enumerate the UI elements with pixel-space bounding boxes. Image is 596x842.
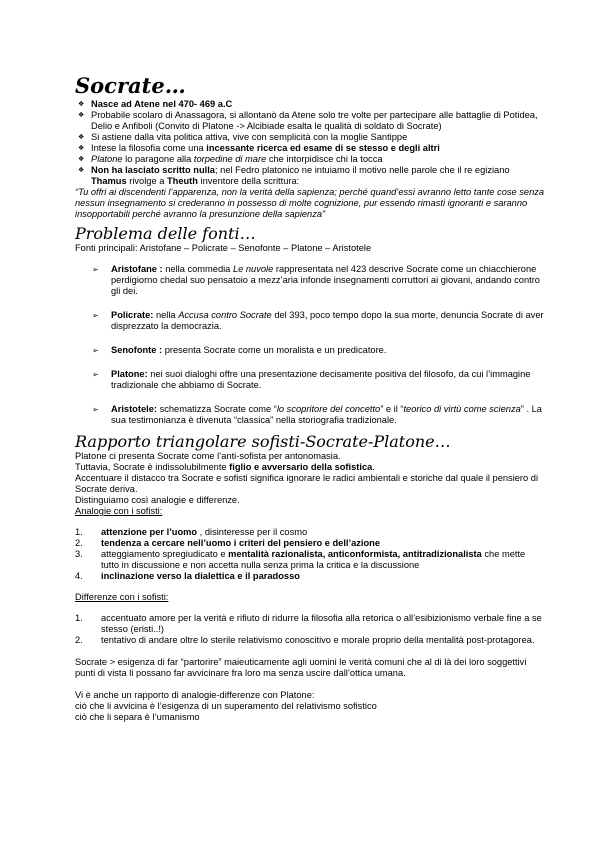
source-item (75, 345, 545, 356)
list-item-text: Intese la filosofia come una (91, 143, 207, 153)
section-title-fonti: Problema delle fonti… (75, 224, 256, 243)
list-number: 3. (75, 549, 83, 559)
analogie-heading: Analogie con i sofisti: (75, 506, 163, 516)
list-item (75, 613, 545, 635)
list-item-bold: incessante ricerca ed esame di se stesso e degli altri (206, 143, 440, 153)
list-item-text: lo paragone alla (122, 154, 194, 164)
page-title: Socrate… (75, 73, 186, 98)
source-text: nei suoi dialoghi offre una presentazione decisamente positiva del filosofo, da cui l’immagine tradizionale che abbiamo di Socrate. (111, 369, 531, 390)
source-italic: Le nuvole (232, 264, 274, 274)
list-item-text: che intorpidisce chi la tocca (266, 154, 383, 164)
source-text: schematizza Socrate come “ (156, 404, 277, 414)
list-item-text: Si astiene dalla vita politica attiva, vive con semplicità con la moglie Santippe (91, 132, 408, 142)
list-item-bold: mentalità razionalista, anticonformista, antitradizionalista (228, 549, 482, 559)
sources-list (75, 264, 545, 426)
spacer (75, 582, 545, 592)
list-number: 4. (75, 571, 83, 581)
list-item-bold: tendenza a cercare nell’uomo i criteri del pensiero e dell’azione (101, 538, 381, 548)
list-item (75, 110, 545, 132)
list-item (75, 132, 545, 143)
source-text: rappresentata nel 423 descrive Socrate come un chiacchierone perdigiorno chedal suo pensatoio a mezz’aria infonde insegnamenti corruttori ai giovani, andando contro gli dei. (111, 264, 540, 296)
list-number: 2. (75, 635, 83, 645)
analogie-list (75, 527, 545, 582)
list-item-italic: Platone (91, 154, 123, 164)
list-item-text: Probabile scolaro di Anassagora, si allontanò da Atene solo tre volte per partecipare alle battaglie di Potidea, Delio e Anfiboli (Convito di Platone -> Alcibiade esalta le qualità di soldato di Socrate) (91, 110, 538, 131)
paragraph: ciò che li separa è l’umanismo (75, 712, 200, 722)
paragraph-bold: figlio e avversario della sofistica (229, 462, 373, 472)
list-item-text: rivolge a (126, 176, 167, 186)
list-item (75, 538, 545, 549)
list-item-text: accentuato amore per la verità e rifiuto di ridurre la filosofia alla retorica o all’esibizionismo verbale fine a se stesso (eristi..!) (101, 613, 542, 634)
list-item-text: atteggiamento spregiudicato e (101, 549, 229, 559)
source-name: Policrate: (111, 310, 154, 320)
source-italic: Accusa contro Socrate (178, 310, 272, 320)
source-name: Platone: (111, 369, 148, 379)
list-number: 1. (75, 613, 83, 623)
list-item (75, 571, 545, 582)
list-item (75, 635, 545, 646)
list-item-bold: Non ha lasciato scritto nulla (91, 165, 215, 175)
list-number: 1. (75, 527, 83, 537)
paragraph: Vi è anche un rapporto di analogie-differenze con Platone: (75, 690, 315, 700)
list-item-text: tentativo di andare oltre lo sterile relativismo conoscitivo e morale proprio della mentalità post-protagorea. (101, 635, 535, 645)
paragraph-text: . (372, 462, 375, 472)
sources-intro: Fonti principali: Aristofane – Policrate – Senofonte – Platone – Aristotele (75, 243, 372, 253)
list-item (75, 549, 545, 571)
paragraph-text: Tuttavia, Socrate è indissolubilmente (75, 462, 230, 472)
source-item (75, 404, 545, 426)
list-item (75, 165, 545, 187)
source-name: Aristotele: (111, 404, 157, 414)
list-item (75, 99, 545, 110)
source-item (75, 264, 545, 297)
list-item-bold: Nasce ad Atene nel 470- 469 a.C (91, 99, 233, 109)
section-title-rapporto: Rapporto triangolare sofisti-Socrate-Platone… (75, 432, 451, 451)
fedro-quote: “Tu offri ai discendenti l’apparenza, non la verità della sapienza; perché quand’essi avranno letto tante cose senza nessun insegnamento si crederanno in possesso di molte cognizione, pur essendo rimasti ignoranti e saranno insopportabili perché avranno la presunzione della sapienza” (75, 187, 545, 219)
list-item (75, 143, 545, 154)
source-name: Aristofane : (111, 264, 163, 274)
intro-list (75, 99, 545, 187)
source-text: del 393, poco tempo dopo la sua morte, denuncia Socrate di aver disprezzato la democrazia. (111, 310, 544, 331)
list-number: 2. (75, 538, 83, 548)
source-text: nella (153, 310, 179, 320)
source-item (75, 369, 545, 391)
source-text: ” . La sua testimonianza è divenuta “classica” nella storiografia tradizionale. (111, 404, 542, 425)
spacer (75, 646, 545, 657)
source-text: presenta Socrate come un moralista e un predicatore. (162, 345, 387, 355)
paragraph: Platone ci presenta Socrate come l’anti-sofista per antonomasia. (75, 451, 341, 461)
list-item-bold: attenzione per l’uomo (101, 527, 198, 537)
list-item-text: , disinteresse per il cosmo (197, 527, 308, 537)
list-item-text: che mette tutto in discussione e non accetta nulla senza prima la critica e la discussione (101, 549, 526, 570)
spacer (75, 679, 545, 690)
source-italic: lo scopritore del concetto (276, 404, 381, 414)
source-name: Senofonte : (111, 345, 163, 355)
paragraph: Accentuare il distacco tra Socrate e sofisti significa ignorare le radici ambientali e storiche dal quale il pensiero di Socrate deriva. (75, 473, 539, 494)
list-item (75, 154, 545, 165)
source-text: ” e il “ (380, 404, 404, 414)
differenze-list (75, 613, 545, 646)
source-item (75, 310, 545, 332)
list-item-bold: inclinazione verso la dialettica e il paradosso (101, 571, 300, 581)
list-item-text: ; nel Fedro platonico ne intuiamo il motivo nelle parole che il re egiziano (214, 165, 510, 175)
source-italic: teorico di virtù come scienza (403, 404, 521, 414)
document-page (75, 74, 545, 723)
list-item-bold: Theuth (166, 176, 198, 186)
list-item-bold: Thamus (91, 176, 127, 186)
paragraph: ciò che li avvicina è l’esigenza di un superamento del relativismo sofistico (75, 701, 377, 711)
list-item-italic: torpedine di mare (193, 154, 267, 164)
source-text: nella commedia (162, 264, 233, 274)
paragraph: Distinguiamo così analogie e differenze. (75, 495, 240, 505)
paragraph: Socrate > esigenza di far “partorire” maieuticamente agli uomini le verità comuni che al di là dei loro soggettivi punti di vista li possano far avvicinare fra loro ma senza uscire dall’ottica umana. (75, 657, 527, 678)
paragraph (75, 462, 545, 473)
differenze-heading: Differenze con i sofisti: (75, 592, 169, 602)
list-item (75, 527, 545, 538)
list-item-text: inventore della scrittura: (197, 176, 300, 186)
